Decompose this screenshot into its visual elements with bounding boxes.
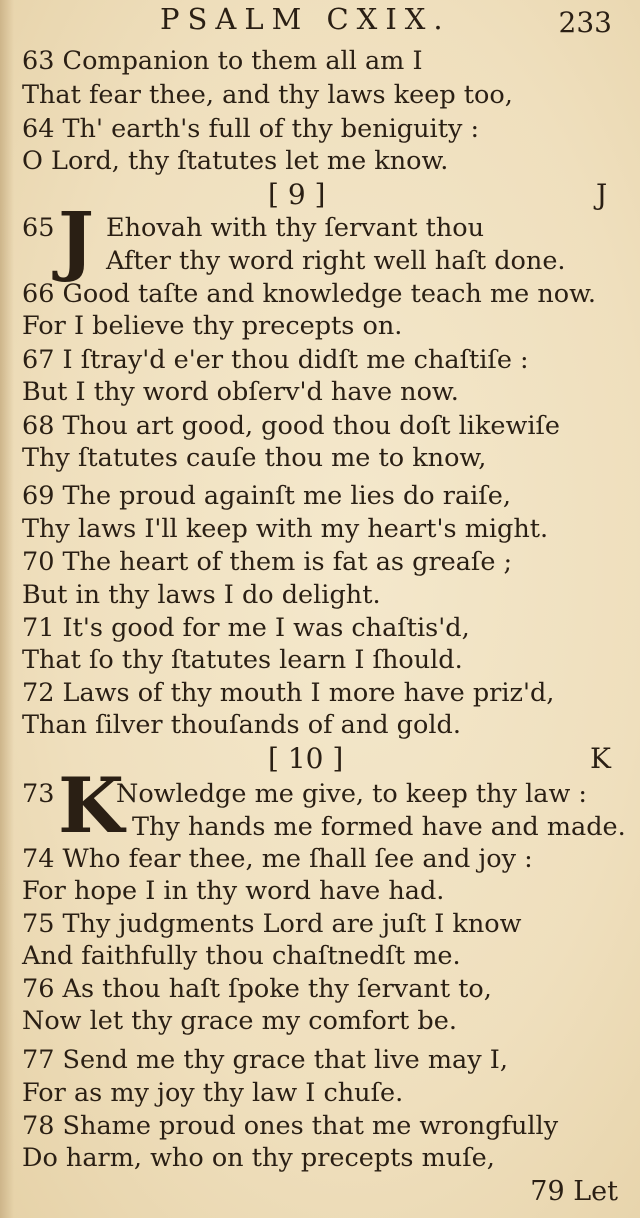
verse-line: 63 Companion to them all am I bbox=[22, 46, 423, 76]
page-gutter bbox=[0, 0, 14, 1218]
verse-line: For hope I in thy word have had. bbox=[22, 876, 445, 906]
verse-line: Now let thy grace my comfort be. bbox=[22, 1006, 457, 1036]
verse-line: 71 It's good for me I was chaſtis'd, bbox=[22, 613, 470, 643]
verse-line: That ſo thy ſtatutes learn I ſhould. bbox=[22, 645, 463, 675]
verse-line: 67 I ſtray'd e'er thou didſt me chaſtiſe : bbox=[22, 345, 529, 375]
section-number: [ 10 ] bbox=[268, 742, 344, 775]
verse-line: 74 Who fear thee, me ſhall ſee and joy : bbox=[22, 844, 533, 874]
page-number: 233 bbox=[558, 6, 612, 39]
verse-line: That fear thee, and thy laws keep too, bbox=[22, 80, 513, 110]
verse-line: Do harm, who on thy precepts muſe, bbox=[22, 1143, 495, 1173]
drop-cap: J bbox=[58, 195, 94, 284]
verse-line: Nowledge me give, to keep thy law : bbox=[116, 779, 587, 809]
verse-line: For as my joy thy law I chuſe. bbox=[22, 1078, 404, 1108]
section-number: [ 9 ] bbox=[268, 178, 326, 211]
verse-line: 70 The heart of them is fat as greaſe ; bbox=[22, 547, 513, 577]
verse-line: 66 Good taſte and knowledge teach me now. bbox=[22, 279, 596, 309]
verse-line: 68 Thou art good, good thou doſt likewiſe bbox=[22, 411, 561, 441]
verse-line: 64 Th' earth's full of thy beniguity : bbox=[22, 114, 480, 144]
verse-line: 69 The proud againſt me lies do raiſe, bbox=[22, 481, 511, 511]
verse-line: Thy ſtatutes cauſe thou me to know, bbox=[22, 443, 487, 473]
verse-number: 73 bbox=[22, 779, 55, 809]
verse-line: 78 Shame proud ones that me wrongfully bbox=[22, 1111, 559, 1141]
verse-line: For I believe thy precepts on. bbox=[22, 311, 403, 341]
verse-line: Ehovah with thy ſervant thou bbox=[106, 213, 485, 243]
verse-line: 77 Send me thy grace that live may I, bbox=[22, 1045, 508, 1075]
verse-line: 75 Thy judgments Lord are juſt I know bbox=[22, 909, 522, 939]
running-title: PSALM CXIX. bbox=[160, 2, 451, 36]
verse-line: Than ſilver thouſands of and gold. bbox=[22, 710, 461, 740]
section-letter: J bbox=[596, 178, 608, 211]
verse-line: After thy word right well haſt done. bbox=[106, 246, 566, 276]
verse-line: 76 As thou haſt ſpoke thy ſervant to, bbox=[22, 974, 492, 1004]
verse-line: But in thy laws I do delight. bbox=[22, 580, 381, 610]
verse-number: 65 bbox=[22, 213, 55, 243]
verse-line: But I thy word obſerv'd have now. bbox=[22, 377, 459, 407]
drop-cap: K bbox=[58, 761, 125, 850]
verse-line: 72 Laws of thy mouth I more have priz'd, bbox=[22, 678, 555, 708]
verse-line: Thy hands me formed have and made. bbox=[132, 812, 626, 842]
verse-line: And faithfully thou chaſtnedſt me. bbox=[22, 941, 461, 971]
verse-line: O Lord, thy ſtatutes let me know. bbox=[22, 146, 449, 176]
catchword: 79 Let bbox=[530, 1176, 618, 1207]
verse-line: Thy laws I'll keep with my heart's might. bbox=[22, 514, 549, 544]
section-letter: K bbox=[590, 742, 611, 775]
